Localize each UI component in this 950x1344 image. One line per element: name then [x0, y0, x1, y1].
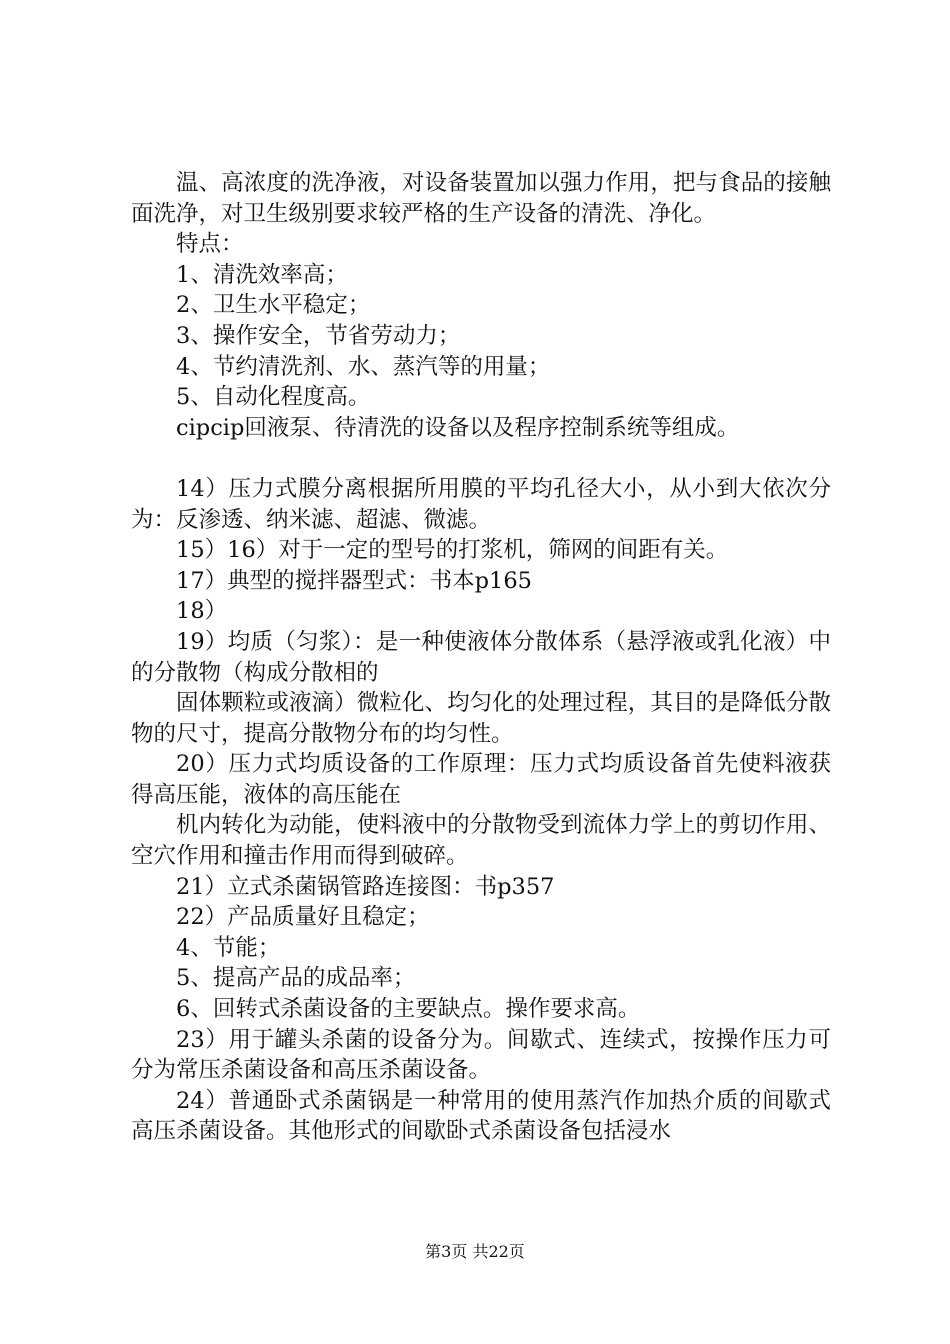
document-body — [131, 168, 831, 1147]
paragraph: 23）用于罐头杀菌的设备分为。间歇式、连续式，按操作压力可分为常压杀菌设备和高压杀菌设备。 — [131, 1026, 831, 1084]
paragraph: 21）立式杀菌锅管路连接图：书p357 — [176, 873, 555, 900]
paragraph: 2、卫生水平稳定； — [176, 292, 371, 319]
paragraph: 20）压力式均质设备的工作原理：压力式均质设备首先使料液获得高压能，液体的高压能在 — [131, 751, 831, 808]
paragraph: 特点： — [176, 231, 244, 258]
paragraph: 18） — [176, 598, 228, 625]
paragraph: 6、回转式杀菌设备的主要缺点。操作要求高。 — [176, 996, 641, 1023]
paragraph: 17）典型的搅拌器型式：书本p165 — [176, 567, 532, 594]
paragraph: 14）压力式膜分离根据所用膜的平均孔径大小，从小到大依次分为：反渗透、纳米滤、超滤、微滤。 — [131, 475, 831, 533]
paragraph: 温、高浓度的洗净液，对设备装置加以强力作用，把与食品的接触面洗净，对卫生级别要求较严格的生产设备的清洗、净化。 — [131, 170, 831, 227]
paragraph: 24）普通卧式杀菌锅是一种常用的使用蒸汽作加热介质的间歇式高压杀菌设备。其他形式的间歇卧式杀菌设备包括浸水 — [131, 1087, 831, 1145]
page-footer: 第3页 共22页 — [425, 1242, 525, 1261]
paragraph: 5、提高产品的成品率； — [176, 965, 416, 992]
paragraph: 1、清洗效率高； — [176, 261, 348, 288]
paragraph: 22）产品质量好且稳定； — [176, 904, 430, 931]
paragraph: 4、节能； — [176, 934, 281, 961]
paragraph: 19）均质（匀浆）：是一种使液体分散体系（悬浮液或乳化液）中的分散物（构成分散相的 — [131, 628, 831, 686]
paragraph: 15）16）对于一定的型号的打浆机，筛网的间距有关。 — [176, 537, 729, 564]
blank-line — [131, 443, 831, 474]
paragraph: 固体颗粒或液滴）微粒化、均匀化的处理过程，其目的是降低分散物的尺寸，提高分散物分布的均匀性。 — [131, 690, 831, 747]
paragraph: cipcip回液泵、待清洗的设备以及程序控制系统等组成。 — [176, 414, 740, 441]
paragraph: 4、节约清洗剂、水、蒸汽等的用量； — [176, 353, 551, 380]
paragraph: 3、操作安全，节省劳动力； — [176, 322, 461, 349]
paragraph: 5、自动化程度高。 — [176, 384, 371, 411]
paragraph: 机内转化为动能，使料液中的分散物受到流体力学上的剪切作用、空穴作用和撞击作用而得到破碎。 — [131, 812, 831, 870]
